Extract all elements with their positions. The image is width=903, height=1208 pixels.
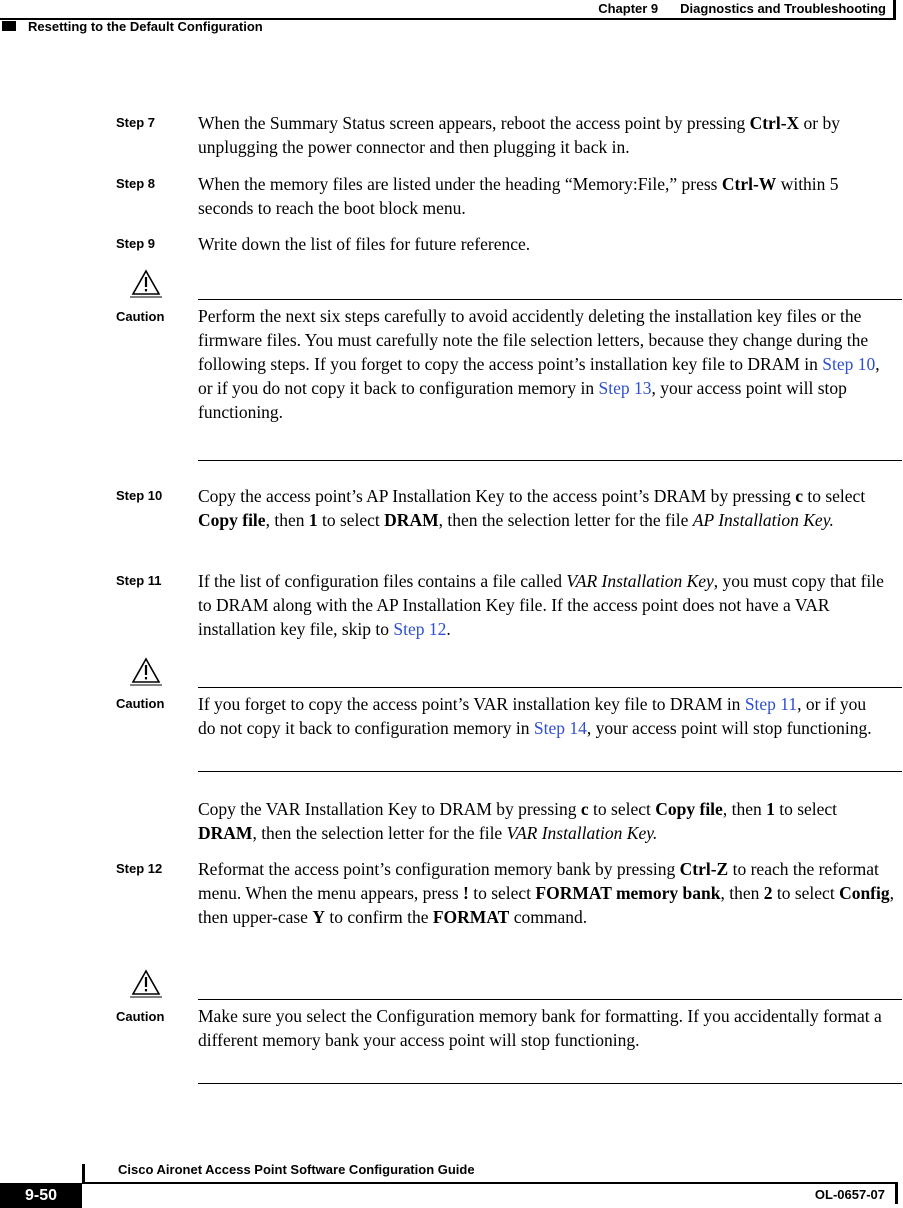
step-11-link[interactable]: Step 11 — [744, 694, 798, 714]
step-11-continued-text: Copy the VAR Installation Key to DRAM by pressing c to select Copy file, then 1 to select DRAM, then the selection letter for the file VAR Installation Key. — [198, 799, 838, 843]
caution-3-text: Make sure you select the Configuration memory bank for formatting. If you accidentally format a different memory bank your access point will stop functioning. — [198, 1006, 882, 1050]
caution-1-bottom-rule — [198, 460, 902, 461]
header-block — [2, 21, 16, 31]
step-12-link[interactable]: Step 12 — [393, 619, 447, 639]
step-9-label: Step 9 — [116, 236, 156, 251]
caution-3-bottom-rule — [198, 1083, 902, 1084]
header-tick — [893, 0, 896, 20]
page-number: 9-50 — [0, 1183, 82, 1208]
step-11-text: If the list of configuration files contains a file called VAR Installation Key, you must copy that file to DRAM along with the AP Installation Key file. If the access point does not have a VAR installation key file, skip to Step 12. — [198, 571, 884, 639]
step-8-text: When the memory files are listed under the heading “Memory:File,” press Ctrl-W within 5 seconds to reach the boot block menu. — [198, 174, 839, 218]
step-10-link[interactable]: Step 10 — [822, 354, 876, 374]
caution-2-top-rule — [198, 687, 902, 688]
step-12-text: Reformat the access point’s configuration memory bank by pressing Ctrl-Z to reach the reformat menu. When the menu appears, press ! to select FORMAT memory bank, then 2 to select Config, then upper-case Y to confirm the FORMAT command. — [198, 859, 894, 927]
caution-1-top-rule — [198, 299, 902, 300]
caution-2-bottom-rule — [198, 771, 902, 772]
document-number: OL-0657-07 — [814, 1187, 885, 1202]
footer-tick-right — [895, 1184, 898, 1204]
step-10-text: Copy the access point’s AP Installation Key to the access point’s DRAM by pressing c to select Copy file, then 1 to select DRAM, then the selection letter for the file AP Installation Key. — [198, 486, 866, 530]
step-7-label: Step 7 — [116, 115, 156, 130]
step-11-label: Step 11 — [116, 573, 162, 588]
caution-warning-icon — [130, 968, 162, 998]
footer-book-title: Cisco Aironet Access Point Software Configuration Guide — [118, 1162, 475, 1177]
step-13-link[interactable]: Step 13 — [598, 378, 652, 398]
step-10-label: Step 10 — [116, 488, 163, 503]
caution-3-top-rule — [198, 999, 902, 1000]
chapter-title: Diagnostics and Troubleshooting — [680, 1, 886, 16]
caution-1-text: Perform the next six steps carefully to avoid accidently deleting the installation key files or the firmware files. You must carefully note the file selection letters, because they change during the following steps. If you forget to copy the access point’s installation key file to DRAM in Step 10, or if you do not copy it back to configuration memory in Step 13, your access point will stop functioning. — [198, 306, 880, 422]
caution-2-text: If you forget to copy the access point’s VAR installation key file to DRAM in Step 11, or if you do not copy it back to configuration memory in Step 14, your access point will stop functioning. — [198, 694, 872, 738]
step-7-text: When the Summary Status screen appears, reboot the access point by pressing Ctrl-X or by unplugging the power connector and then plugging it back in. — [198, 113, 840, 157]
footer-tick-left — [82, 1164, 85, 1184]
step-8-label: Step 8 — [116, 176, 156, 191]
footer-rule — [82, 1182, 898, 1184]
chapter-number: Chapter 9 — [598, 1, 659, 16]
caution-warning-icon — [130, 268, 162, 298]
step-12-label: Step 12 — [116, 861, 163, 876]
step-9-text: Write down the list of files for future reference. — [198, 234, 531, 254]
section-title: Resetting to the Default Configuration — [28, 19, 263, 34]
step-14-link[interactable]: Step 14 — [533, 718, 587, 738]
caution-2-label: Caution — [116, 696, 165, 711]
running-header — [0, 1, 886, 16]
caution-1-label: Caution — [116, 309, 165, 324]
caution-3-label: Caution — [116, 1009, 165, 1024]
caution-warning-icon — [130, 656, 162, 686]
